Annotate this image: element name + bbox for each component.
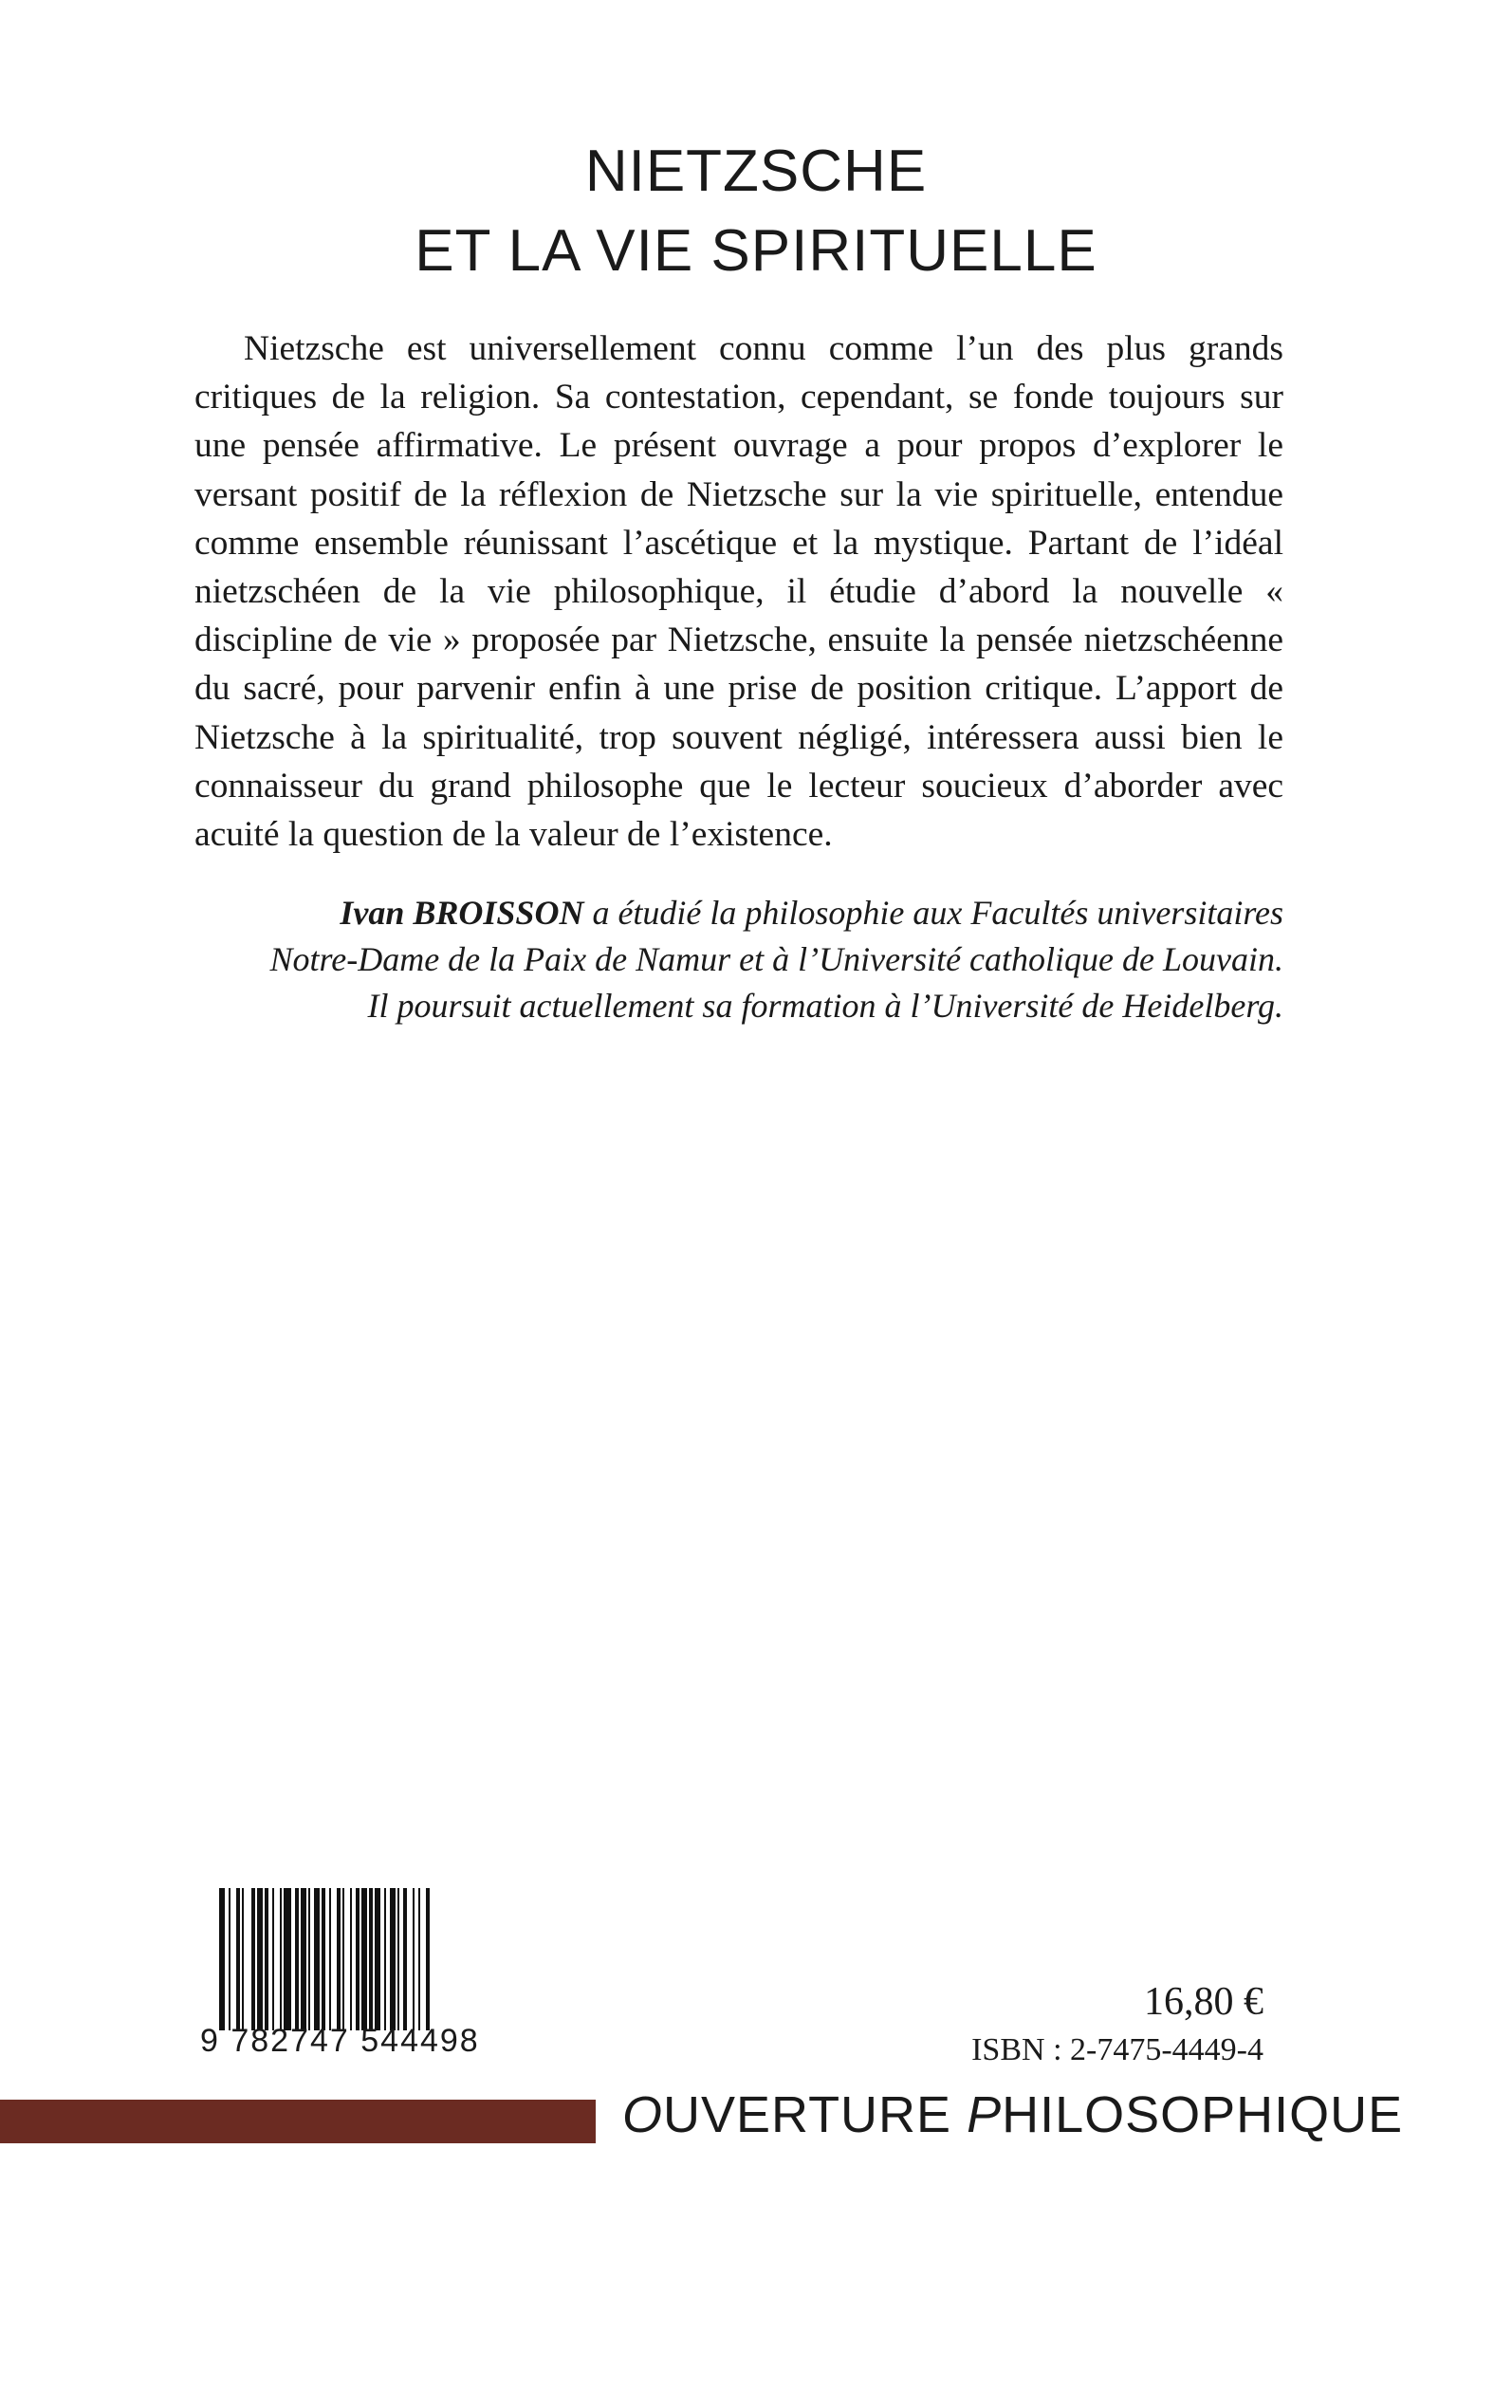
barcode-bar: [251, 1888, 255, 2030]
series-text-1: UVERTURE: [663, 2086, 968, 2143]
barcode-bar: [369, 1888, 373, 2030]
barcode-bar: [242, 1888, 244, 2030]
barcode-bar: [337, 1888, 341, 2030]
barcode-bar: [219, 1888, 225, 2030]
series-color-band: [0, 2100, 596, 2143]
barcode-bar: [350, 1888, 352, 2030]
barcode-bar: [265, 1888, 268, 2030]
price: 16,80 €: [1144, 1980, 1263, 2024]
barcode-bar: [257, 1888, 263, 2030]
barcode-bar: [322, 1888, 325, 2030]
barcode-bar: [308, 1888, 310, 2030]
summary-paragraph: Nietzsche est universellement connu comme l’un des plus grands critiques de la religion. Sa contestation, cependant, se fonde toujours sur une pensée affirmative. Le présent ouvrage a pour propos d’explorer le versant positif de la réflexion de Nietzsche sur la vie spirituelle, entendue comme ensemble réunissant l’ascétique et la mystique. Partant de l’idéal nietzschéen de la vie philosophique, il étudie d’abord la nouvelle « discipline de vie » proposée par Nietzsche, ensuite la pensée nietzschéenne du sacré, pour parvenir enfin à une prise de position critique. L’apport de Nietzsche à la spiritualité, trop souvent négligé, intéressera aussi bien le connaisseur du grand philosophe que le lecteur soucieux d’aborder avec acuité la question de la valeur de l’existence.: [194, 329, 1283, 855]
barcode-bar: [413, 1888, 415, 2030]
barcode: [200, 1888, 557, 2068]
barcode-bar: [314, 1888, 320, 2030]
series-initial-o: O: [622, 2086, 664, 2143]
barcode-bar: [329, 1888, 331, 2030]
barcode-bar: [384, 1888, 386, 2030]
barcode-bar: [361, 1888, 367, 2030]
barcode-bar: [418, 1888, 420, 2030]
author-bio-line-2: Notre-Dame de la Paix de Namur et à l’Université catholique de Louvain.: [269, 940, 1283, 978]
barcode-bar: [280, 1888, 282, 2030]
barcode-bar: [272, 1888, 274, 2030]
barcode-bar: [236, 1888, 240, 2030]
isbn: ISBN : 2-7475-4449-4: [971, 2032, 1263, 2067]
barcode-bar: [397, 1888, 399, 2030]
author-bio: [194, 890, 1283, 1029]
barcode-bar: [375, 1888, 380, 2030]
barcode-bar: [229, 1888, 230, 2030]
series-initial-p: P: [967, 2086, 1003, 2143]
series-text-2: HILOSOPHIQUE: [1002, 2086, 1404, 2143]
barcode-bar: [301, 1888, 306, 2030]
barcode-bar: [403, 1888, 407, 2030]
author-bio-text-1: a étudié la philosophie aux Facultés universitaires: [583, 894, 1283, 932]
author-bio-line-3: Il poursuit actuellement sa formation à l’Université de Heidelberg.: [367, 987, 1283, 1025]
barcode-bar: [390, 1888, 396, 2030]
barcode-digits: 9 782747 544498: [200, 2023, 480, 2059]
barcode-bars: [200, 1888, 557, 2030]
title-line-2: ET LA VIE SPIRITUELLE: [415, 218, 1097, 284]
series-name: [622, 2085, 1403, 2144]
barcode-bar: [295, 1888, 299, 2030]
barcode-bar: [284, 1888, 291, 2030]
barcode-bar: [342, 1888, 344, 2030]
barcode-bar: [426, 1888, 430, 2030]
author-name: Ivan BROISSON: [340, 894, 584, 932]
title-line-1: NIETZSCHE: [584, 139, 928, 204]
author-bio-line-1: [194, 890, 1283, 936]
back-cover-summary: [194, 324, 1283, 859]
barcode-bar: [356, 1888, 360, 2030]
